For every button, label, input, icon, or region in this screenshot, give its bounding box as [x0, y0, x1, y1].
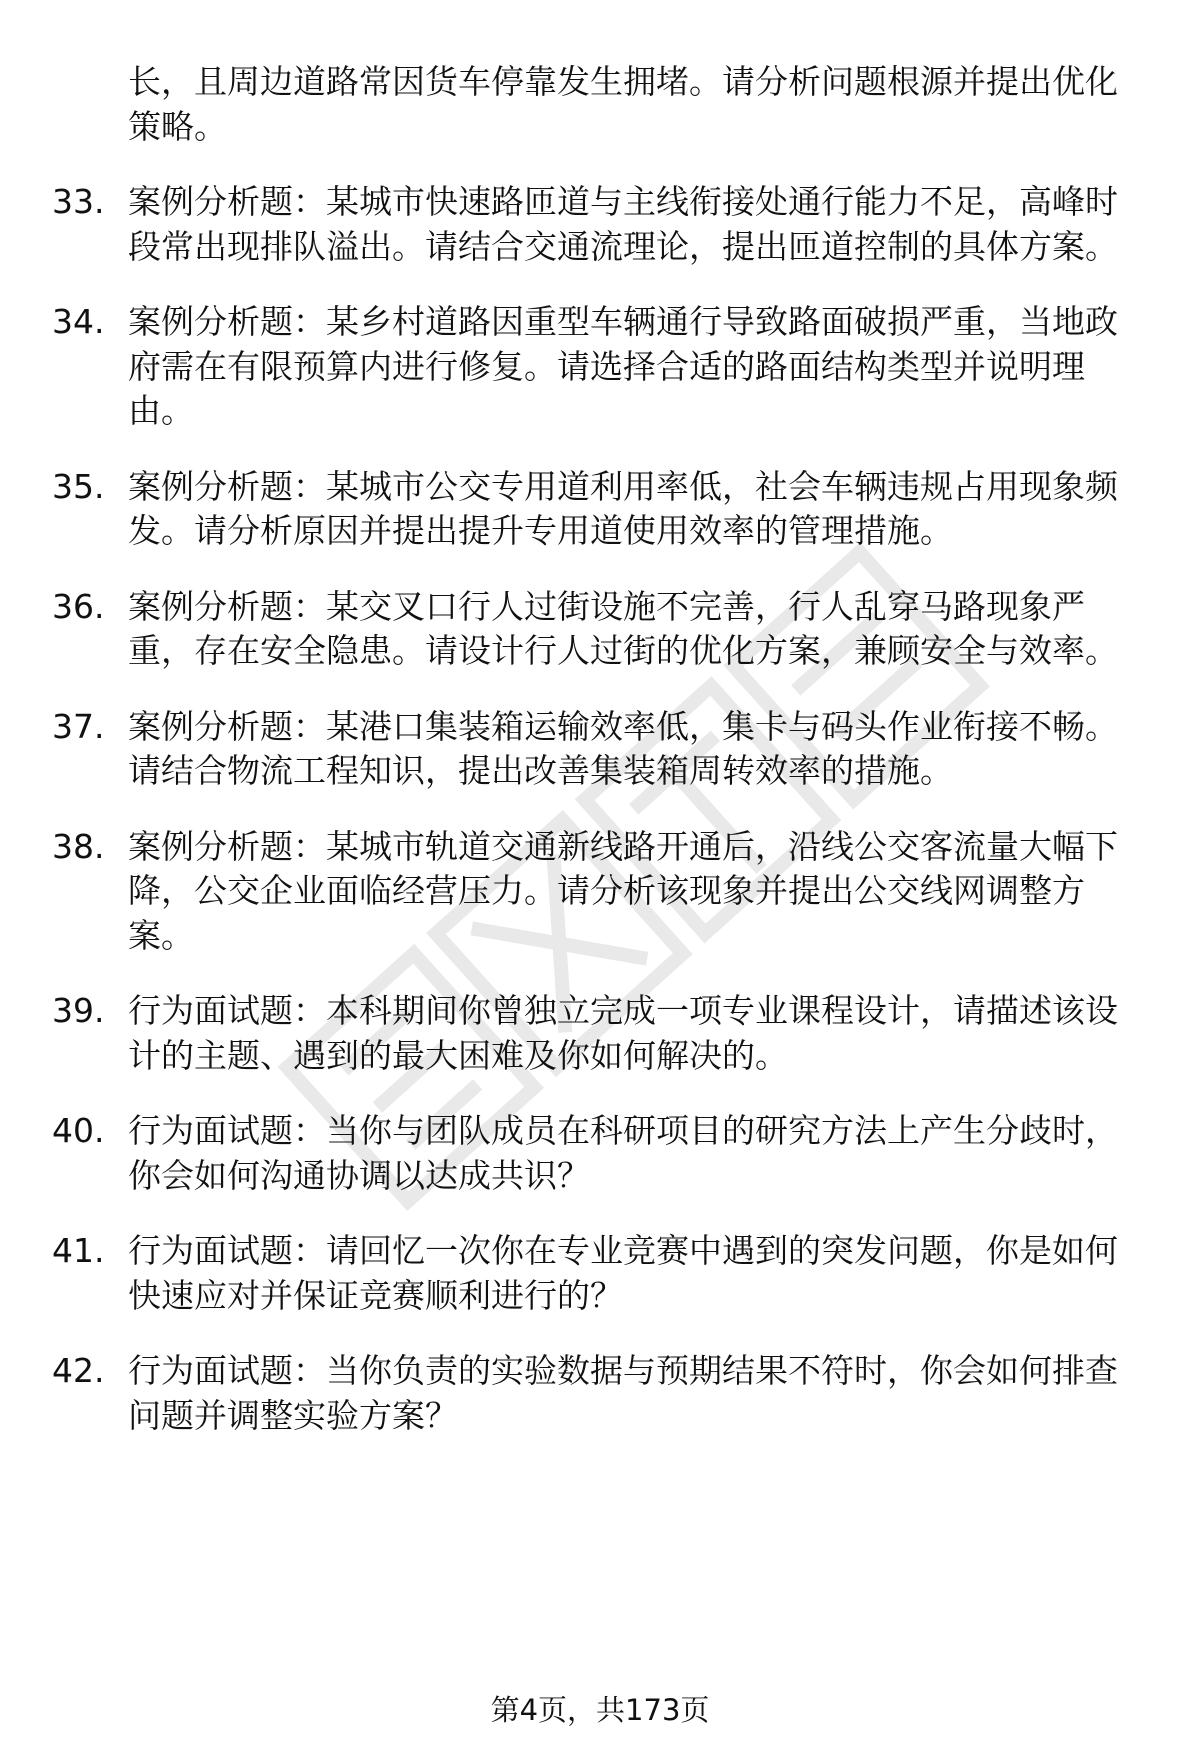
question-number: 33.: [52, 182, 105, 221]
question-number: 41.: [52, 1231, 105, 1270]
question-text: 案例分析题：某乡村道路因重型车辆通行导致路面破损严重，当地政府需在有限预算内进行修复。请选择合适的路面结构类型并说明理由。: [128, 302, 1118, 430]
continued-question-text: 长，且周边道路常因货车停靠发生拥堵。请分析问题根源并提出优化策略。: [128, 62, 1118, 146]
question-item: [0, 180, 1200, 269]
question-text: 行为面试题：请回忆一次你在专业竞赛中遇到的突发问题，你是如何快速应对并保证竞赛顺利进行的？: [128, 1231, 1118, 1315]
question-item: [0, 1109, 1200, 1198]
question-text: 案例分析题：某城市公交专用道利用率低，社会车辆违规占用现象频发。请分析原因并提出提升专用道使用效率的管理措施。: [128, 466, 1118, 550]
question-item: [0, 825, 1200, 959]
question-item: [0, 585, 1200, 674]
question-text: 案例分析题：某城市轨道交通新线路开通后，沿线公交客流量大幅下降，公交企业面临经营压力。请分析该现象并提出公交线网调整方案。: [128, 826, 1118, 955]
question-number: 34.: [52, 302, 105, 341]
question-number: 39.: [52, 991, 105, 1030]
question-item: [0, 989, 1200, 1078]
page-number-footer: 第4页，共173页: [490, 1693, 710, 1727]
question-item: [0, 465, 1200, 554]
question-number: 40.: [52, 1111, 105, 1150]
question-text: 行为面试题：当你与团队成员在科研项目的研究方法上产生分歧时，你会如何沟通协调以达成共识？: [128, 1111, 1118, 1195]
question-text: 案例分析题：某交叉口行人过街设施不完善，行人乱穿马路现象严重，存在安全隐患。请设计行人过街的优化方案，兼顾安全与效率。: [128, 586, 1118, 670]
question-number: 36.: [52, 586, 105, 626]
question-number: 42.: [52, 1351, 105, 1390]
question-text: 案例分析题：某城市快速路匝道与主线衔接处通行能力不足，高峰时段常出现排队溢出。请结合交通流理论，提出匝道控制的具体方案。: [128, 182, 1118, 266]
question-item: [0, 1229, 1200, 1318]
question-number: 35.: [52, 466, 105, 506]
question-item: [0, 705, 1200, 794]
question-text: 案例分析题：某港口集装箱运输效率低，集卡与码头作业衔接不畅。请结合物流工程知识，提出改善集装箱周转效率的措施。: [128, 706, 1118, 790]
question-number: 38.: [52, 826, 105, 866]
question-number: 37.: [52, 706, 105, 746]
question-text: 行为面试题：当你负责的实验数据与预期结果不符时，你会如何排查问题并调整实验方案？: [128, 1351, 1118, 1435]
question-text: 行为面试题：本科期间你曾独立完成一项专业课程设计，请描述该设计的主题、遇到的最大困难及你如何解决的。: [128, 991, 1118, 1075]
question-item: [0, 1349, 1200, 1438]
question-list: [0, 60, 1200, 1469]
question-item: [0, 300, 1200, 434]
